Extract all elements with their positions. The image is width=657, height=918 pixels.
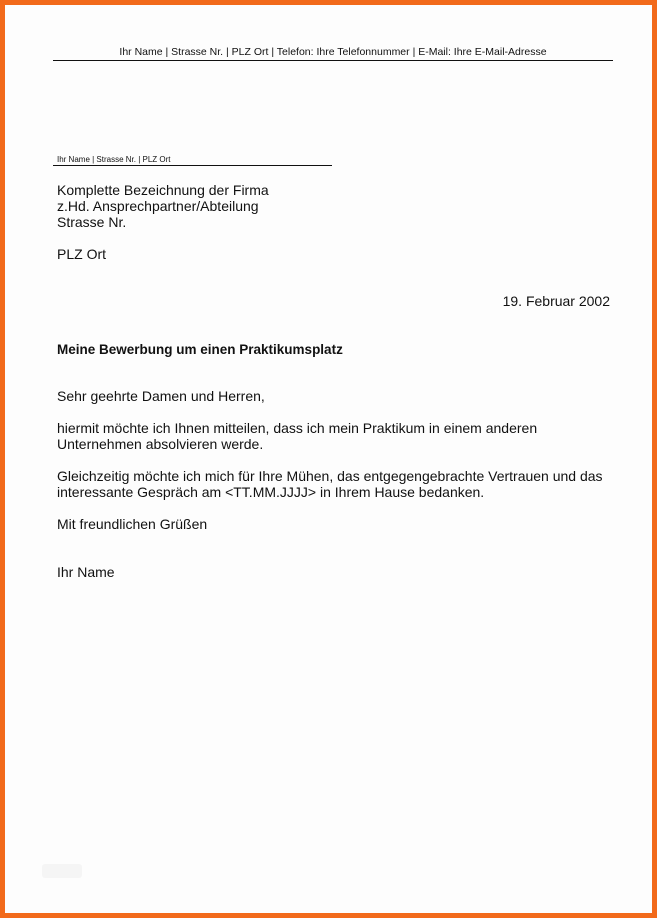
paragraph-cancellation-line-2: Unternehmen absolvieren werde. [57,436,264,452]
letter-date: 19. Februar 2002 [502,293,610,309]
letter-subject: Meine Bewerbung um einen Praktikumsplatz [57,342,343,357]
recipient-company: Komplette Bezeichnung der Firma [57,182,269,198]
paragraph-thanks [57,468,617,500]
signature-name: Ihr Name [57,564,115,580]
faint-watermark-logo [42,864,82,878]
letter-body [57,388,617,596]
recipient-city: PLZ Ort [57,246,107,262]
paragraph-thanks-line-1: Gleichzeitig möchte ich mich für Ihre Mühen, das entgegengebrachte Vertrauen und das [57,468,603,484]
recipient-attention: z.Hd. Ansprechpartner/Abteilung [57,198,259,214]
recipient-address-block [57,182,269,262]
address-spacer [57,230,269,246]
recipient-street: Strasse Nr. [57,214,127,230]
sender-header: Ihr Name | Strasse Nr. | PLZ Ort | Telefon: Ihre Telefonnummer | E-Mail: Ihre E-Mail-Adresse [53,45,613,61]
salutation: Sehr geehrte Damen und Herren, [57,388,265,404]
return-address-line: Ihr Name | Strasse Nr. | PLZ Ort [53,155,332,166]
closing-phrase: Mit freundlichen Grüßen [57,516,208,532]
paragraph-thanks-line-2: interessante Gespräch am <TT.MM.JJJJ> in Ihrem Hause bedanken. [57,484,485,500]
paragraph-cancellation-line-1: hiermit möchte ich Ihnen mitteilen, dass ich mein Praktikum in einem anderen [57,420,538,436]
paragraph-cancellation [57,420,617,452]
